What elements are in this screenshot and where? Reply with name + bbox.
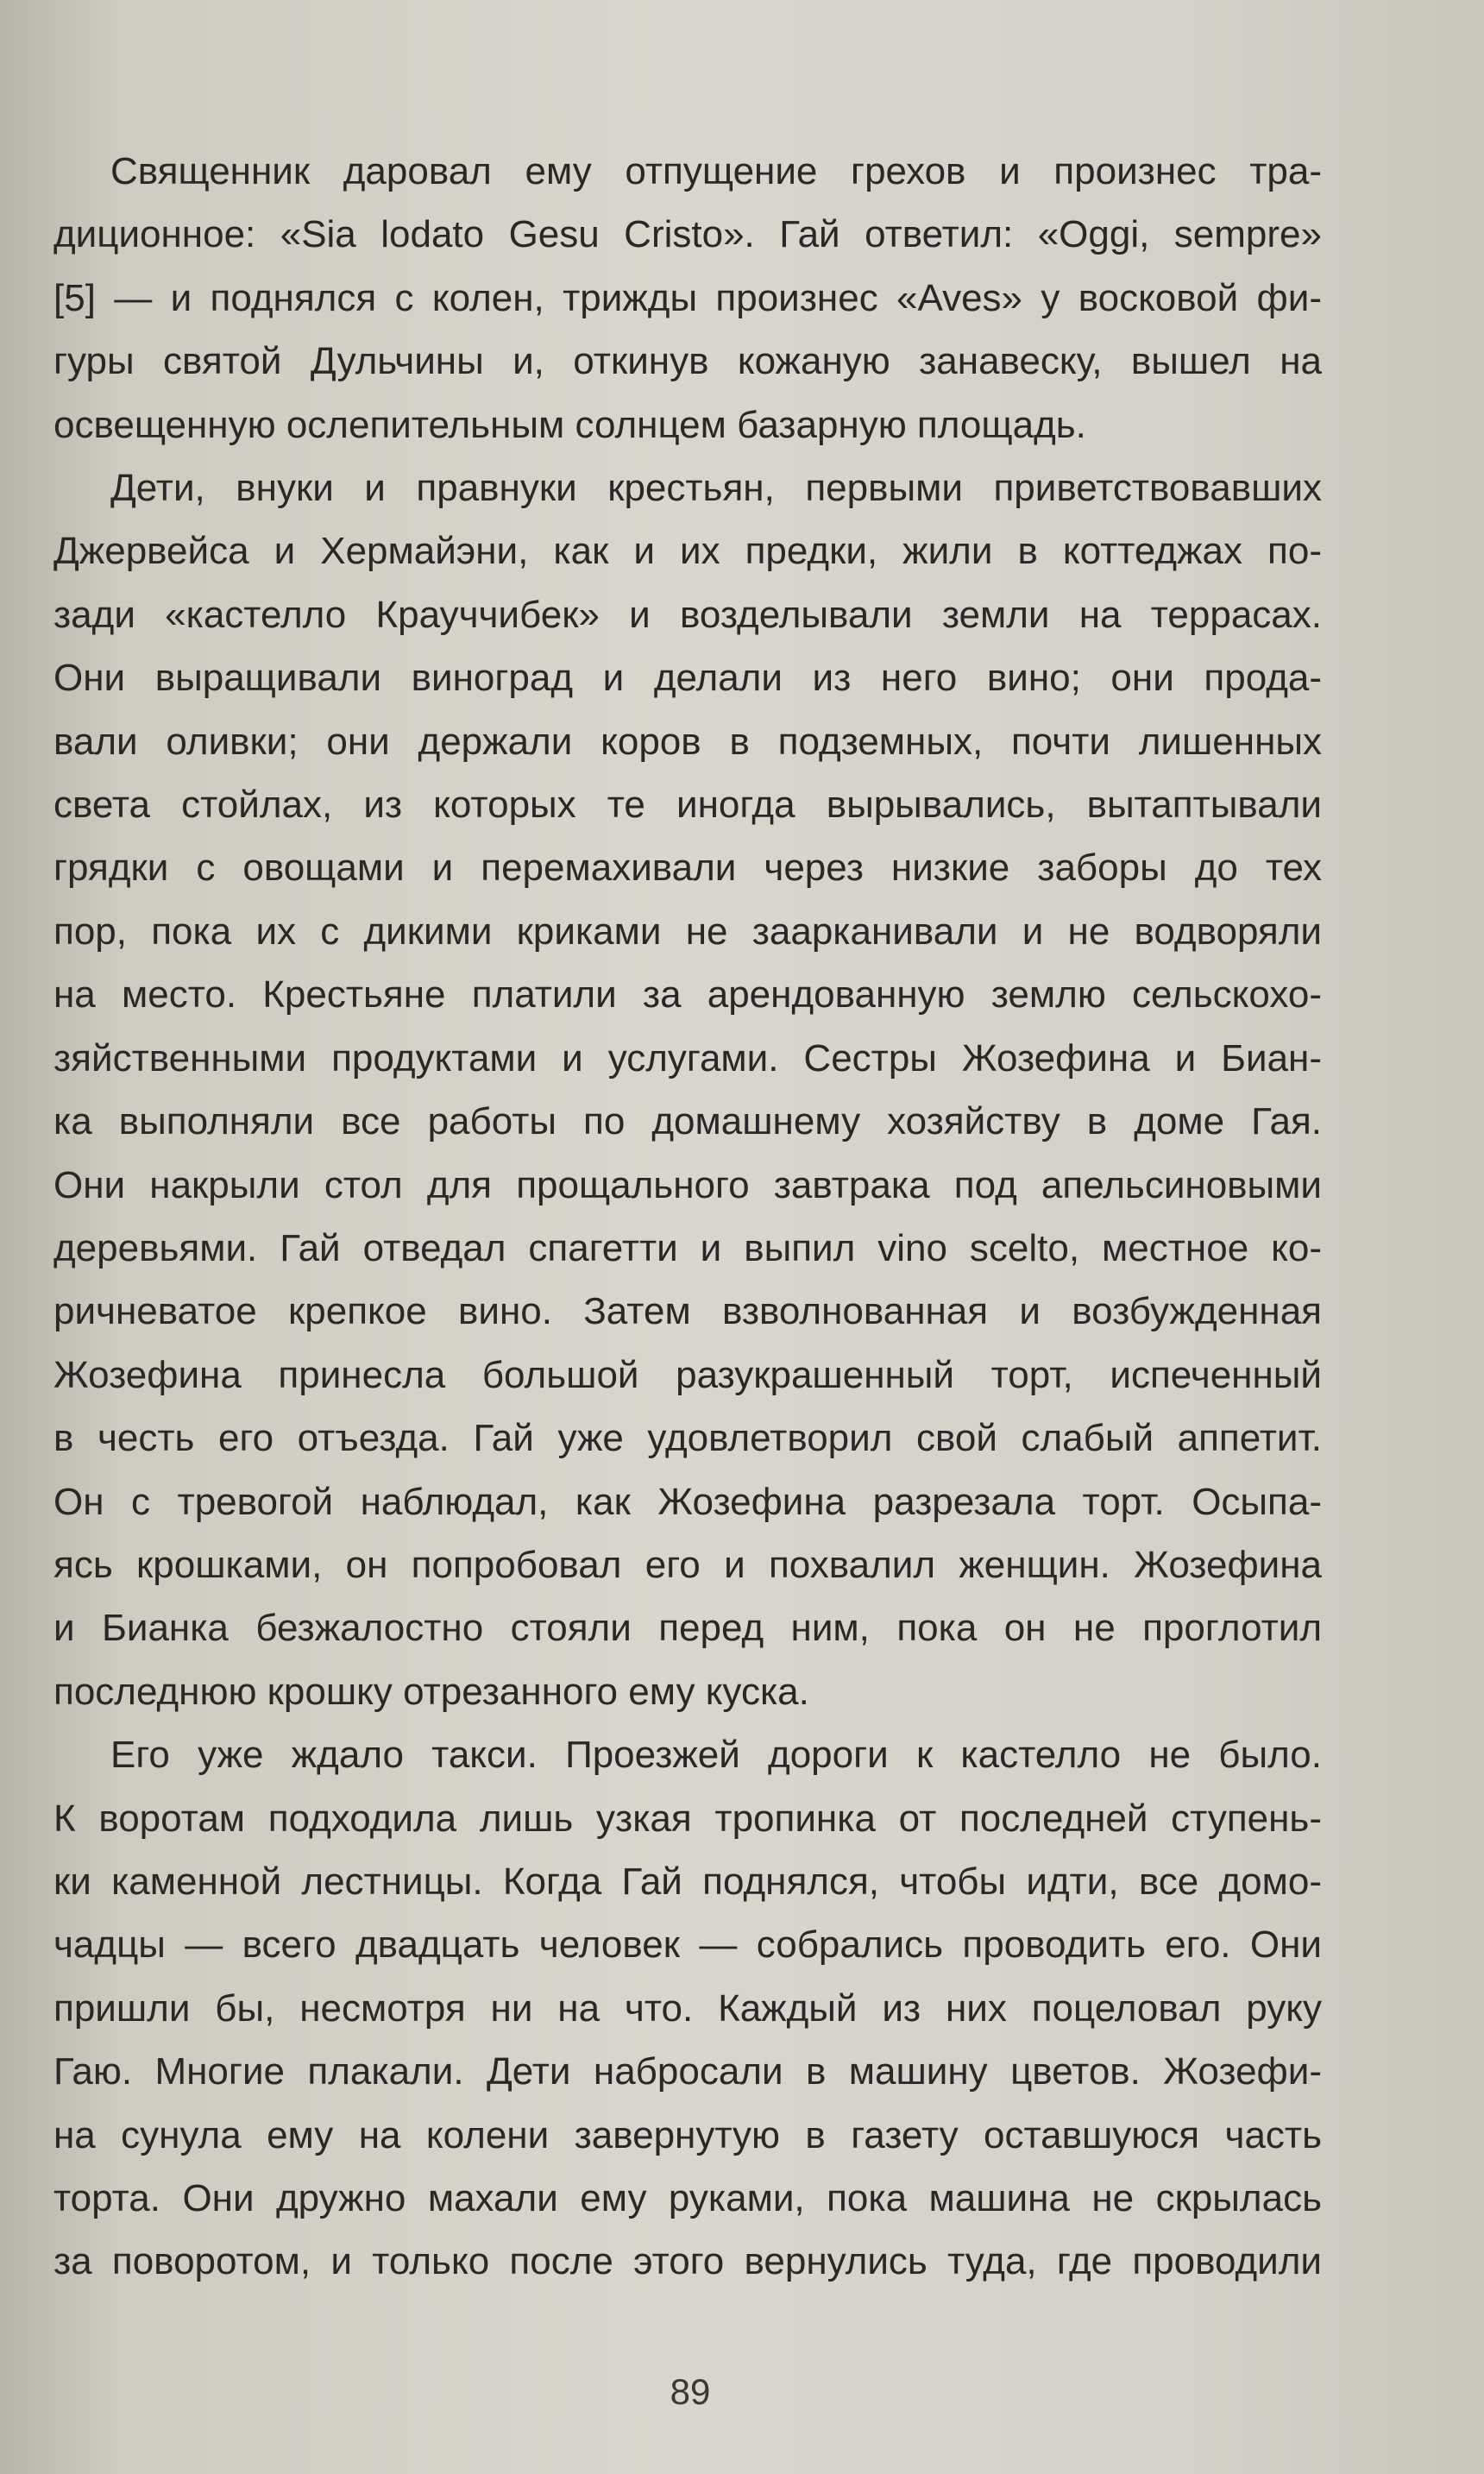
text-line: и Бианка безжалостно стояли перед ним, пока он не проглотил bbox=[53, 1607, 1322, 1650]
text-line: торта. Они дружно махали ему руками, пока машина не скрылась bbox=[53, 2177, 1322, 2219]
page-number: 89 bbox=[670, 2371, 711, 2412]
text-line: в честь его отъезда. Гай уже удовлетворил свой слабый аппетит. bbox=[53, 1417, 1322, 1460]
text-line: ричневатое крепкое вино. Затем взволнованная и возбужденная bbox=[53, 1290, 1322, 1333]
text-line: [5] — и поднялся с колен, трижды произнес «Aves» у восковой фи- bbox=[53, 276, 1322, 319]
text-line: пришли бы, несмотря ни на что. Каждый из них поцеловал руку bbox=[53, 1986, 1322, 2030]
text-line: гуры святой Дульчины и, откинув кожаную занавеску, вышел на bbox=[53, 340, 1322, 383]
text-line: Жозефина принесла большой разукрашенный торт, испеченный bbox=[53, 1353, 1322, 1396]
body-text bbox=[53, 140, 1322, 2294]
text-line: чадцы — всего двадцать человек — собрались проводить его. Они bbox=[53, 1923, 1322, 1967]
paragraph-2 bbox=[53, 456, 1322, 1723]
text-line: пор, пока их с дикими криками не заарканивали и не водворяли bbox=[53, 910, 1322, 953]
text-line: зади «кастелло Крауччибек» и возделывали земли на террасах. bbox=[53, 593, 1322, 636]
text-line: на сунула ему на колени завернутую в газету оставшуюся часть bbox=[53, 2113, 1322, 2156]
text-line: за поворотом, и только после этого вернулись туда, где проводили bbox=[53, 2240, 1322, 2283]
text-line: Джервейса и Хермайэни, как и их предки, жили в коттеджах по- bbox=[53, 530, 1322, 573]
text-line: грядки с овощами и перемахивали через низкие заборы до тех bbox=[53, 847, 1322, 890]
text-line: К воротам подходила лишь узкая тропинка от последней ступень- bbox=[53, 1797, 1322, 1840]
text-line: Гаю. Многие плакали. Дети набросали в машину цветов. Жозефи- bbox=[53, 2050, 1322, 2093]
paragraph-1 bbox=[53, 140, 1322, 456]
text-line: ка выполняли все работы по домашнему хозяйству в доме Гая. bbox=[53, 1100, 1322, 1143]
text-line: ки каменной лестницы. Когда Гай поднялся, чтобы идти, все домо- bbox=[53, 1860, 1322, 1903]
text-line: Священник даровал ему отпущение грехов и произнес тра- bbox=[110, 150, 1322, 192]
text-line: на место. Крестьяне платили за арендованную землю сельскохо- bbox=[53, 973, 1322, 1017]
text-line: последнюю крошку отрезанного ему куска. bbox=[53, 1670, 809, 1713]
text-line: Его уже ждало такси. Проезжей дороги к кастелло не было. bbox=[110, 1734, 1322, 1777]
text-line: диционное: «Sia lodato Gesu Cristo». Гай ответил: «Oggi, sempre» bbox=[53, 213, 1322, 256]
text-line: Они выращивали виноград и делали из него вино; они прода- bbox=[53, 657, 1322, 700]
text-line: освещенную ослепительным солнцем базарную площадь. bbox=[53, 403, 1086, 446]
text-line: Дети, внуки и правнуки крестьян, первыми приветствовавших bbox=[110, 467, 1322, 510]
text-line: света стойлах, из которых те иногда вырывались, вытаптывали bbox=[53, 784, 1322, 827]
text-line: Они накрыли стол для прощального завтрака под апельсиновыми bbox=[53, 1163, 1322, 1206]
text-line: ясь крошками, он попробовал его и похвалил женщин. Жозефина bbox=[53, 1543, 1322, 1586]
text-line: вали оливки; они держали коров в подземных, почти лишенных bbox=[53, 720, 1322, 763]
text-line: Он с тревогой наблюдал, как Жозефина разрезала торт. Осыпа- bbox=[53, 1480, 1322, 1523]
text-line: зяйственными продуктами и услугами. Сестры Жозефина и Биан- bbox=[53, 1036, 1322, 1080]
text-line: деревьями. Гай отведал спагетти и выпил vino scelto, местное ко- bbox=[53, 1226, 1322, 1269]
paragraph-3 bbox=[53, 1723, 1322, 2294]
